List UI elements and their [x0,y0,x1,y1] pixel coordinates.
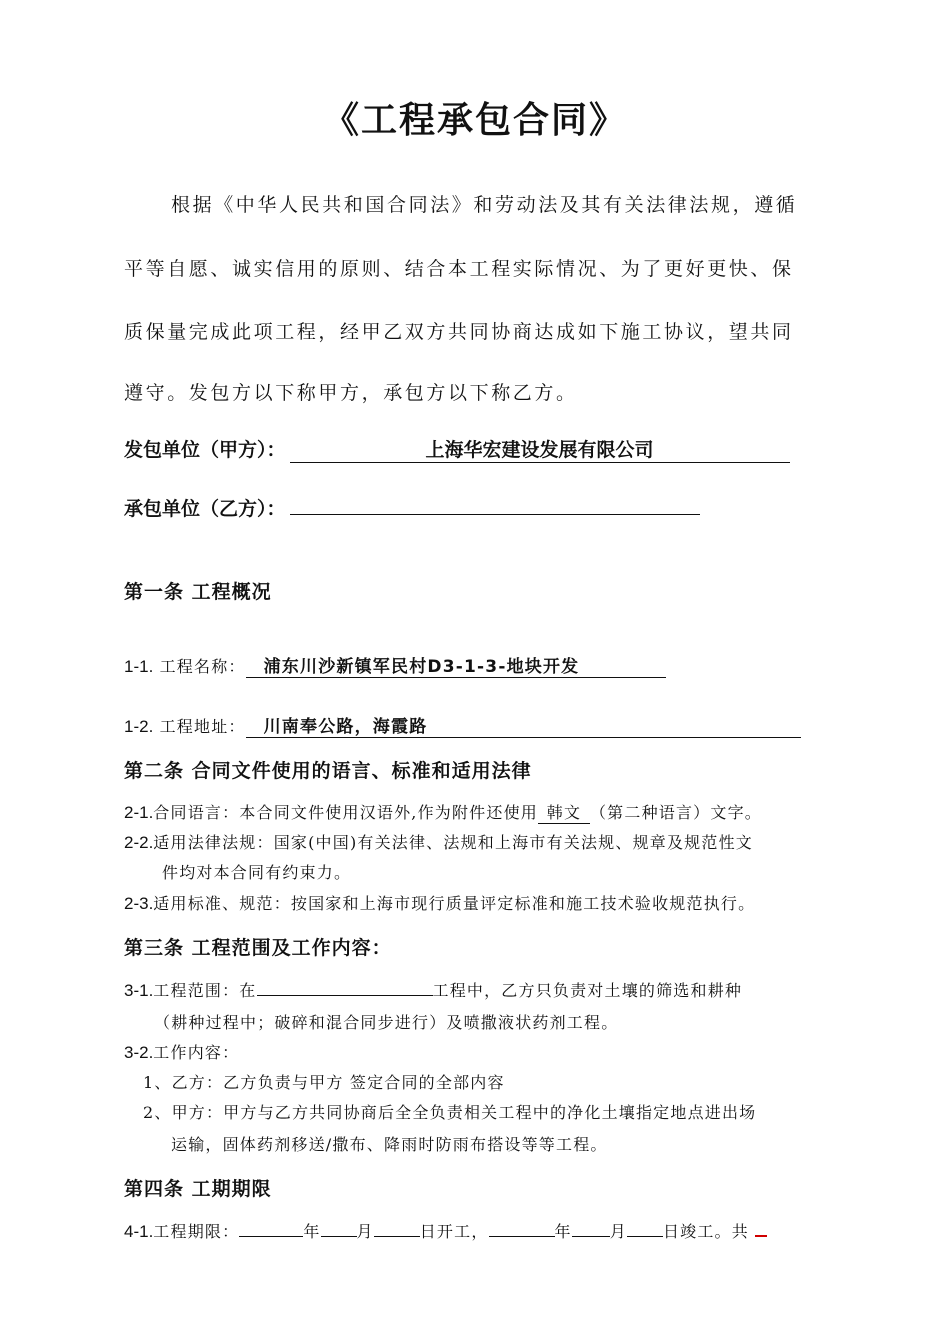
party-b-label: 承包单位（乙方）： [124,498,286,520]
document-title: 《工程承包合同》 [322,100,627,141]
end-label: 日竣工。共 [662,1222,749,1241]
item-4-1 [124,1219,767,1242]
total-days-field[interactable] [755,1235,767,1237]
item-text: 工程范围：在 [153,981,257,1000]
item-text-after: 工程中，乙方只负责对土壤的筛选和耕种 [432,981,743,1000]
item-number: 3-2. [124,1043,154,1062]
item-2-2-continued: 件均对本合同有约束力。 [162,863,352,882]
item-label: 工程期限： [153,1222,240,1241]
item-text: 适用法律法规：国家(中国)有关法律、法规和上海市有关法规、规章及规范性文 [153,833,753,852]
item-3-2 [124,1040,239,1063]
item-number: 3-1. [124,981,154,1000]
project-address-value[interactable]: 川南奉公路，海霞路 [246,712,801,738]
intro-line-3: 质保量完成此项工程，经甲乙双方共同协商达成如下施工协议，望共同 [124,321,794,343]
start-label: 日开工， [419,1222,489,1241]
end-year-field[interactable] [489,1235,555,1237]
item-number: 2-1. [124,803,154,822]
end-month-field[interactable] [572,1235,610,1237]
item-3-2-sub-2: 2、甲方：甲方与乙方共同协商后全全负责相关工程中的净化土壤指定地点进出场 [143,1103,757,1122]
party-b-row [124,492,700,521]
item-number: 2-2. [124,833,154,852]
article-4-heading: 第四条 工期期限 [124,1178,272,1200]
month-label: 月 [609,1222,627,1241]
item-3-2-sub-1: 1、乙方：乙方负责与甲方 签定合同的全部内容 [143,1073,505,1092]
item-label: 工程地址： [159,717,246,736]
second-language-value[interactable]: 韩文 [538,800,590,824]
party-a-value[interactable]: 上海华宏建设发展有限公司 [290,435,790,463]
item-1-2 [124,712,801,738]
year-label: 年 [554,1222,572,1241]
intro-line-4: 遵守。发包方以下称甲方，承包方以下称乙方。 [124,382,578,404]
item-3-2-sub-2-continued: 运输，固体药剂移送/撒布、降雨时防雨布搭设等等工程。 [171,1135,608,1154]
intro-line-2: 平等自愿、诚实信用的原则、结合本工程实际情况、为了更好更快、保 [124,258,794,280]
item-number: 4-1. [124,1222,154,1241]
item-3-1-continued: （耕种过程中；破碎和混合同步进行）及喷撒液状药剂工程。 [154,1013,619,1032]
item-number: 1-2. [124,717,154,736]
project-name-value[interactable]: 浦东川沙新镇军民村D3-1-3-地块开发 [246,652,666,678]
item-number: 2-3. [124,894,154,913]
item-2-2 [124,830,753,853]
party-b-value[interactable] [290,492,700,515]
scope-project-field[interactable] [257,994,433,996]
year-label: 年 [303,1222,321,1241]
item-text: 适用标准、规范：按国家和上海市现行质量评定标准和施工技术验收规范执行。 [153,894,756,913]
item-text: 合同语言：本合同文件使用汉语外,作为附件还使用 [153,803,538,822]
intro-line-1: 根据《中华人民共和国合同法》和劳动法及其有关法律法规，遵循 [171,194,798,216]
item-2-3 [124,891,755,914]
item-label: 工程名称： [159,657,246,676]
article-2-heading: 第二条 合同文件使用的语言、标准和适用法律 [124,760,532,782]
item-text: 工作内容： [153,1043,240,1062]
start-day-field[interactable] [374,1235,420,1237]
item-2-1 [124,800,762,824]
party-a-label: 发包单位（甲方）： [124,439,286,461]
end-day-field[interactable] [627,1235,663,1237]
start-month-field[interactable] [321,1235,357,1237]
party-a-row [124,435,790,463]
item-text-after: （第二种语言）文字。 [589,803,762,822]
item-3-1 [124,978,742,1001]
article-1-heading: 第一条 工程概况 [124,581,272,603]
start-year-field[interactable] [239,1235,303,1237]
month-label: 月 [356,1222,374,1241]
item-number: 1-1. [124,657,154,676]
article-3-heading: 第三条 工程范围及工作内容： [124,937,392,959]
item-1-1 [124,652,666,678]
